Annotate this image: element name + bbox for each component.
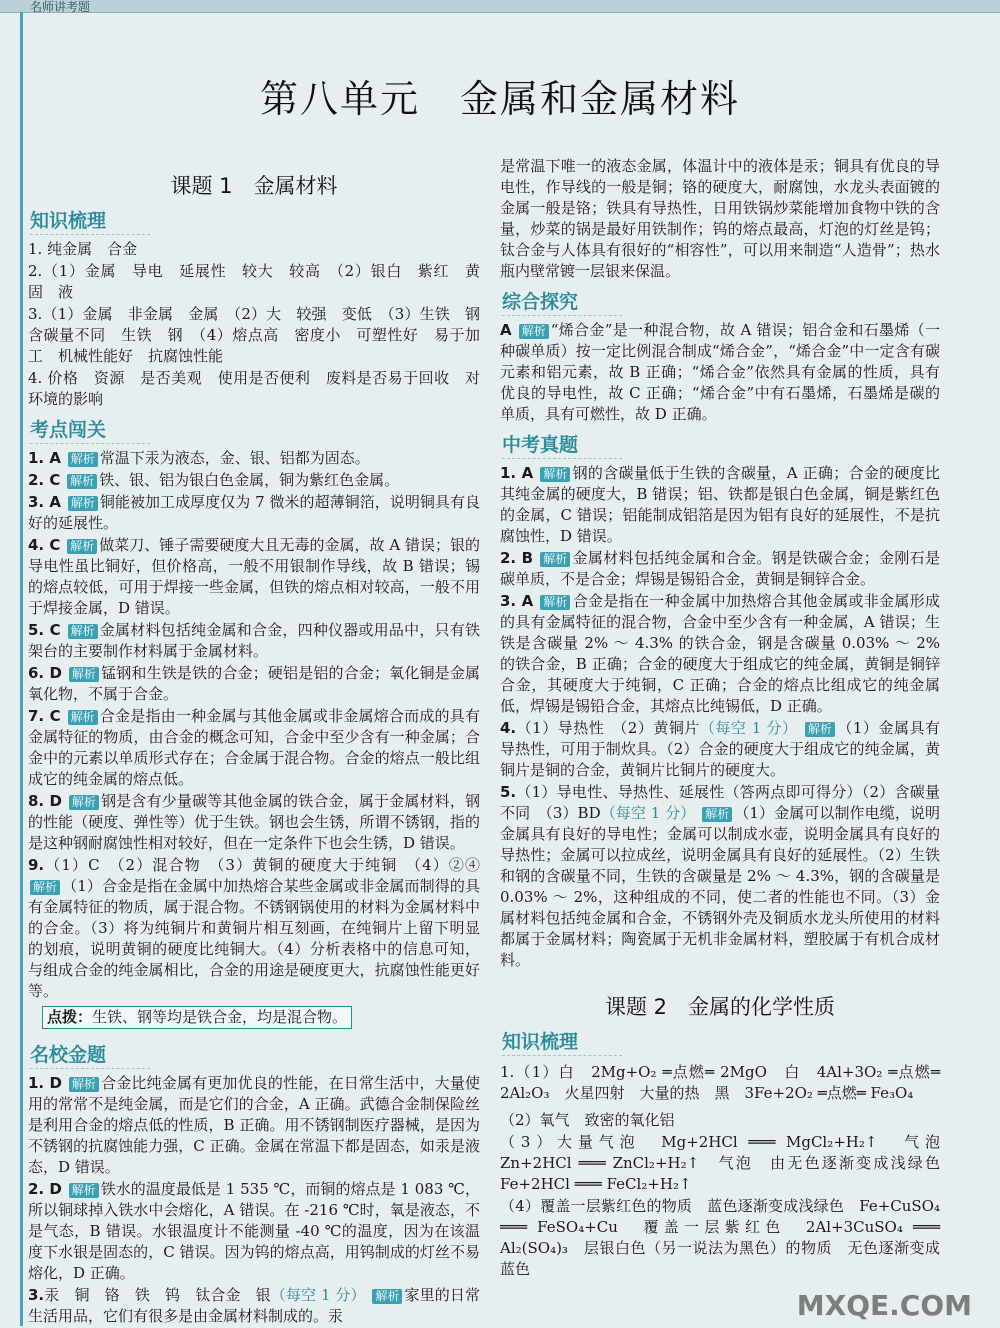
list-item: 5.（1）导电性、导热性、延展性（答两点即可得分）（2）含碳量不同 （3）BD（每空 1 分） 解析 （1）金属可以制作电缆，说明金属具有良好的导电性；金属可以制成水壶，说明金属具有良好的导热性；金属可以拉成丝，说明金属具有良好的延展性。（2）生铁和钢的含碳量不同，生铁的含碳量是 2% ～ 4.3%，钢的含碳量是 0.03% ～ 2%，这种组成的不同，使二者的性能也不同。（3）金属材料包括纯金属和合金，不锈钢外壳及铜质水龙头所使用的材料都属于金属材料；陶瓷属于无机非金属材料，塑胶属于有机合成材料。 xyxy=(500,783,940,969)
analysis-badge: 解析 xyxy=(540,552,570,567)
section-heading-knowledge-2: 知识梳理 xyxy=(502,1032,622,1056)
list-item: 1. 纯金属 合金 xyxy=(28,240,138,258)
analysis-badge: 解析 xyxy=(702,807,732,822)
formula-line: （4）覆盖一层紫红色的物质 蓝色逐渐变成浅绿色 Fe+CuSO₄ ═══ FeSO₄+Cu 覆盖一层紫红色 2Al+3CuSO₄ ═══ Al₂(SO₄)₃ 层银白色（另一说法为黑色）的物质 无色逐渐变成蓝色 xyxy=(500,1197,940,1278)
analysis-badge: 解析 xyxy=(67,474,97,489)
list-item: 1. A 解析 常温下汞为液态，金、银、铝都为固态。 xyxy=(28,449,370,467)
analysis-badge: 解析 xyxy=(68,710,98,725)
watermark: MXQE.COM xyxy=(796,1289,972,1322)
left-column xyxy=(28,150,496,1328)
list-item: 3. A 解析 铜能被加工成厚度仅为 7 微米的超薄铜箔，说明铜具有良好的延展性。 xyxy=(28,493,480,532)
analysis-badge: 解析 xyxy=(30,880,60,895)
list-item: 4. C 解析 做菜刀、锤子需要硬度大且无毒的金属，故 A 错误；银的导电性虽比铜好，但价格高，一般不用银制作导线，故 B 错误；锡的熔点较低，可用于焊接一些金属，但铁的熔点相对较高，一般不用于焊接金属，D 错误。 xyxy=(28,536,480,617)
analysis-badge: 解析 xyxy=(372,1289,402,1304)
analysis-badge: 解析 xyxy=(540,595,570,610)
list-item: 1. A 解析 钢的含碳量低于生铁的含碳量，A 正确；合金的硬度比其纯金属的硬度大，B 错误；铝、铁都是银白色金属，铜是紫红色的金属，C 错误；铝能制成铝箔是因为铝有良好的延展性，不是抗腐蚀性，D 错误。 xyxy=(500,464,940,545)
analysis-badge: 解析 xyxy=(68,496,98,511)
list-item: 2. C 解析 铁、银、铝为银白色金属，铜为紫红色金属。 xyxy=(28,471,400,489)
list-item: 3.（1）金属 非金属 金属 （2）大 较强 变低 （3）生铁 钢 含碳量不同 生铁 钢 （4）熔点高 密度小 可塑性好 易于加工 机械性能好 抗腐蚀性能 xyxy=(28,305,496,365)
list-item: 4.（1）导热性 （2）黄铜片（每空 1 分） 解析 （1）金属具有导热性，可用于制炊具。（2）合金的硬度大于组成它的纯金属，黄铜片是铜的合金，黄铜片比铜片的硬度大。 xyxy=(500,719,940,779)
header-tag: 名师讲考题 xyxy=(30,0,91,14)
analysis-badge: 解析 xyxy=(540,467,570,482)
analysis-badge: 解析 xyxy=(69,667,99,682)
analysis-badge: 解析 xyxy=(68,624,98,639)
page-title: 第八单元 金属和金属材料 xyxy=(259,77,740,121)
list-item: 3. A 解析 合金是指在一种金属中加热熔合其他金属或非金属形成的具有金属特征的混合物，合金中至少含有一种金属，A 错误；生铁是含碳量 2% ～ 4.3% 的铁合金，钢是含碳量 0.03% ～ 2% 的铁合金，B 正确；合金的硬度大于组成它的纯金属，黄铜是铜锌合金，其硬度大于纯铜，C 正确；合金的熔点比组成它的纯金属低，焊锡是锡铅合金，其熔点比纯锡低，D 正确。 xyxy=(500,592,940,715)
formula-line: 1.（1）白 2Mg+O₂ ═点燃═ 2MgO 白 4Al+3O₂ ═点燃═ 2Al₂O₃ 火星四射 大量的热 黑 3Fe+2O₂ ═点燃═ Fe₃O₄ xyxy=(500,1063,940,1102)
analysis-badge: 解析 xyxy=(67,539,97,554)
list-item: A 解析 “烯合金”是一种混合物，故 A 错误；铝合金和石墨烯（一种碳单质）按一定比例混合制成“烯合金”，“烯合金”中一定含有碳元素和铝元素，故 B 正确；“烯合金”依然具有金属的性质，具有优良的导电性，故 C 正确；“烯合金”中有石墨烯，石墨烯是碳的单质，具有可燃性，故 D 正确。 xyxy=(500,321,940,423)
analysis-badge: 解析 xyxy=(519,324,549,339)
list-item: 4. 价格 资源 是否美观 使用是否便利 废料是否易于回收 对环境的影响 xyxy=(28,369,480,408)
tip-box: 点拨：生铁、钢等均是铁合金，均是混合物。 xyxy=(42,1006,352,1029)
top-bar xyxy=(0,0,1000,13)
formula-line: （2）氧气 致密的氧化铝 xyxy=(500,1111,675,1129)
list-item: 5. C 解析 金属材料包括纯金属和合金，四种仪器或用品中，只有铁架台的主要制作材料属于金属材料。 xyxy=(28,621,480,660)
analysis-badge: 解析 xyxy=(69,1183,99,1198)
section-heading-knowledge: 知识梳理 xyxy=(30,211,150,235)
formula-line: （3）大量气泡 Mg+2HCl ═══ MgCl₂+H₂↑ 气泡 Zn+2HCl ═══ ZnCl₂+H₂↑ 气泡 由无色逐渐变成浅绿色 Fe+2HCl ═══ FeCl₂+H₂↑ xyxy=(500,1133,956,1193)
continuation-text: 是常温下唯一的液态金属，体温计中的液体是汞；铜具有优良的导电性，作导线的一般是铜；铬的硬度大，耐腐蚀，水龙头表面镀的金属一般是铬；铁具有导热性，日用铁锅炒菜能增加食物中铁的含量，炒菜的锅是最好用铁制作；钨的熔点最高，灯泡的灯丝是钨；钛合金与人体具有很好的“相容性”，可以用来制造“人造骨”；热水瓶内壁常镀一层银来保温。 xyxy=(500,157,940,280)
section-heading-top-school: 名校金题 xyxy=(30,1045,150,1069)
list-item: 7. C 解析 合金是指由一种金属与其他金属或非金属熔合而成的具有金属特征的物质，由合金的概念可知，合金中至少含有一种金属；合金中的元素以单质形式存在；合金属于混合物。合金的熔点一般比组成它的纯金属的熔点低。 xyxy=(28,707,480,788)
list-item: 2. D 解析 铁水的温度最低是 1 535 ℃，而铜的熔点是 1 083 ℃，所以铜球掉入铁水中会熔化，A 错误。在 -216 ℃时，氧是液态，不是气态，B 错误。水银温度计不能测量 -40 ℃的温度，因为在该温度下水银是固态的，C 错误。因为钨的熔点高，用钨制成的灯丝不易熔化，D 正确。 xyxy=(28,1180,480,1282)
left-rule xyxy=(20,12,23,1326)
list-item: 9.（1）C （2）混合物 （3）黄铜的硬度大于纯铜 （4）②④ 解析 （1）合金是指在金属中加热熔合某些金属或非金属而制得的具有金属特征的物质，属于混合物。不锈钢锅使用的材料为金属材料中的合金。（3）将为纯铜片和黄铜片相互刻画，在纯铜片上留下明显的划痕，说明黄铜的硬度比纯铜大。（4）分析表格中的信息可知，与组成合金的纯金属相比，合金的用途是硬度更大，抗腐蚀性能更好等。 xyxy=(28,856,480,1000)
section-heading-checkpoint: 考点闯关 xyxy=(30,420,150,444)
list-item: 1. D 解析 合金比纯金属有更加优良的性能，在日常生活中，大量使用的常常不是纯金属，而是它们的合金，A 正确。武德合金制保险丝是利用合金的熔点低的性质，B 正确。用不锈钢制医疗器械，是因为不锈钢的抗腐蚀能力强，C 正确。金属在常温下都是固态，如汞是液态，D 错误。 xyxy=(28,1074,480,1176)
analysis-badge: 解析 xyxy=(69,795,99,810)
lesson1-title: 课题 1 金属材料 xyxy=(170,174,338,198)
list-item: 3.汞 铜 铬 铁 钨 钛合金 银（每空 1 分） 解析 家里的日常生活用品，它们有很多是由金属材料制成的。汞 xyxy=(28,1286,480,1325)
section-heading-synthesis: 综合探究 xyxy=(502,292,622,316)
list-item: 2. B 解析 金属材料包括纯金属和合金。钢是铁碳合金；金刚石是碳单质，不是合金；焊锡是锡铅合金，黄铜是铜锌合金。 xyxy=(500,549,940,588)
list-item: 8. D 解析 钢是含有少量碳等其他金属的铁合金，属于金属材料，钢的性能（硬度、弹性等）优于生铁。钢也会生锈，所谓不锈钢，指的是这种钢耐腐蚀性相对较好，但在一定条件下也会生锈，D 错误。 xyxy=(28,792,480,852)
section-heading-exam: 中考真题 xyxy=(502,435,622,459)
analysis-badge: 解析 xyxy=(69,1077,99,1092)
right-column xyxy=(500,156,956,1281)
analysis-badge: 解析 xyxy=(805,722,835,737)
list-item: 2.（1）金属 导电 延展性 较大 较高 （2）银白 紫红 黄 固 液 xyxy=(28,262,496,301)
lesson2-title: 课题 2 金属的化学性质 xyxy=(604,995,836,1019)
analysis-badge: 解析 xyxy=(68,452,98,467)
list-item: 6. D 解析 锰钢和生铁是铁的合金；硬铝是铝的合金；氧化铜是金属氧化物，不属于合金。 xyxy=(28,664,480,703)
